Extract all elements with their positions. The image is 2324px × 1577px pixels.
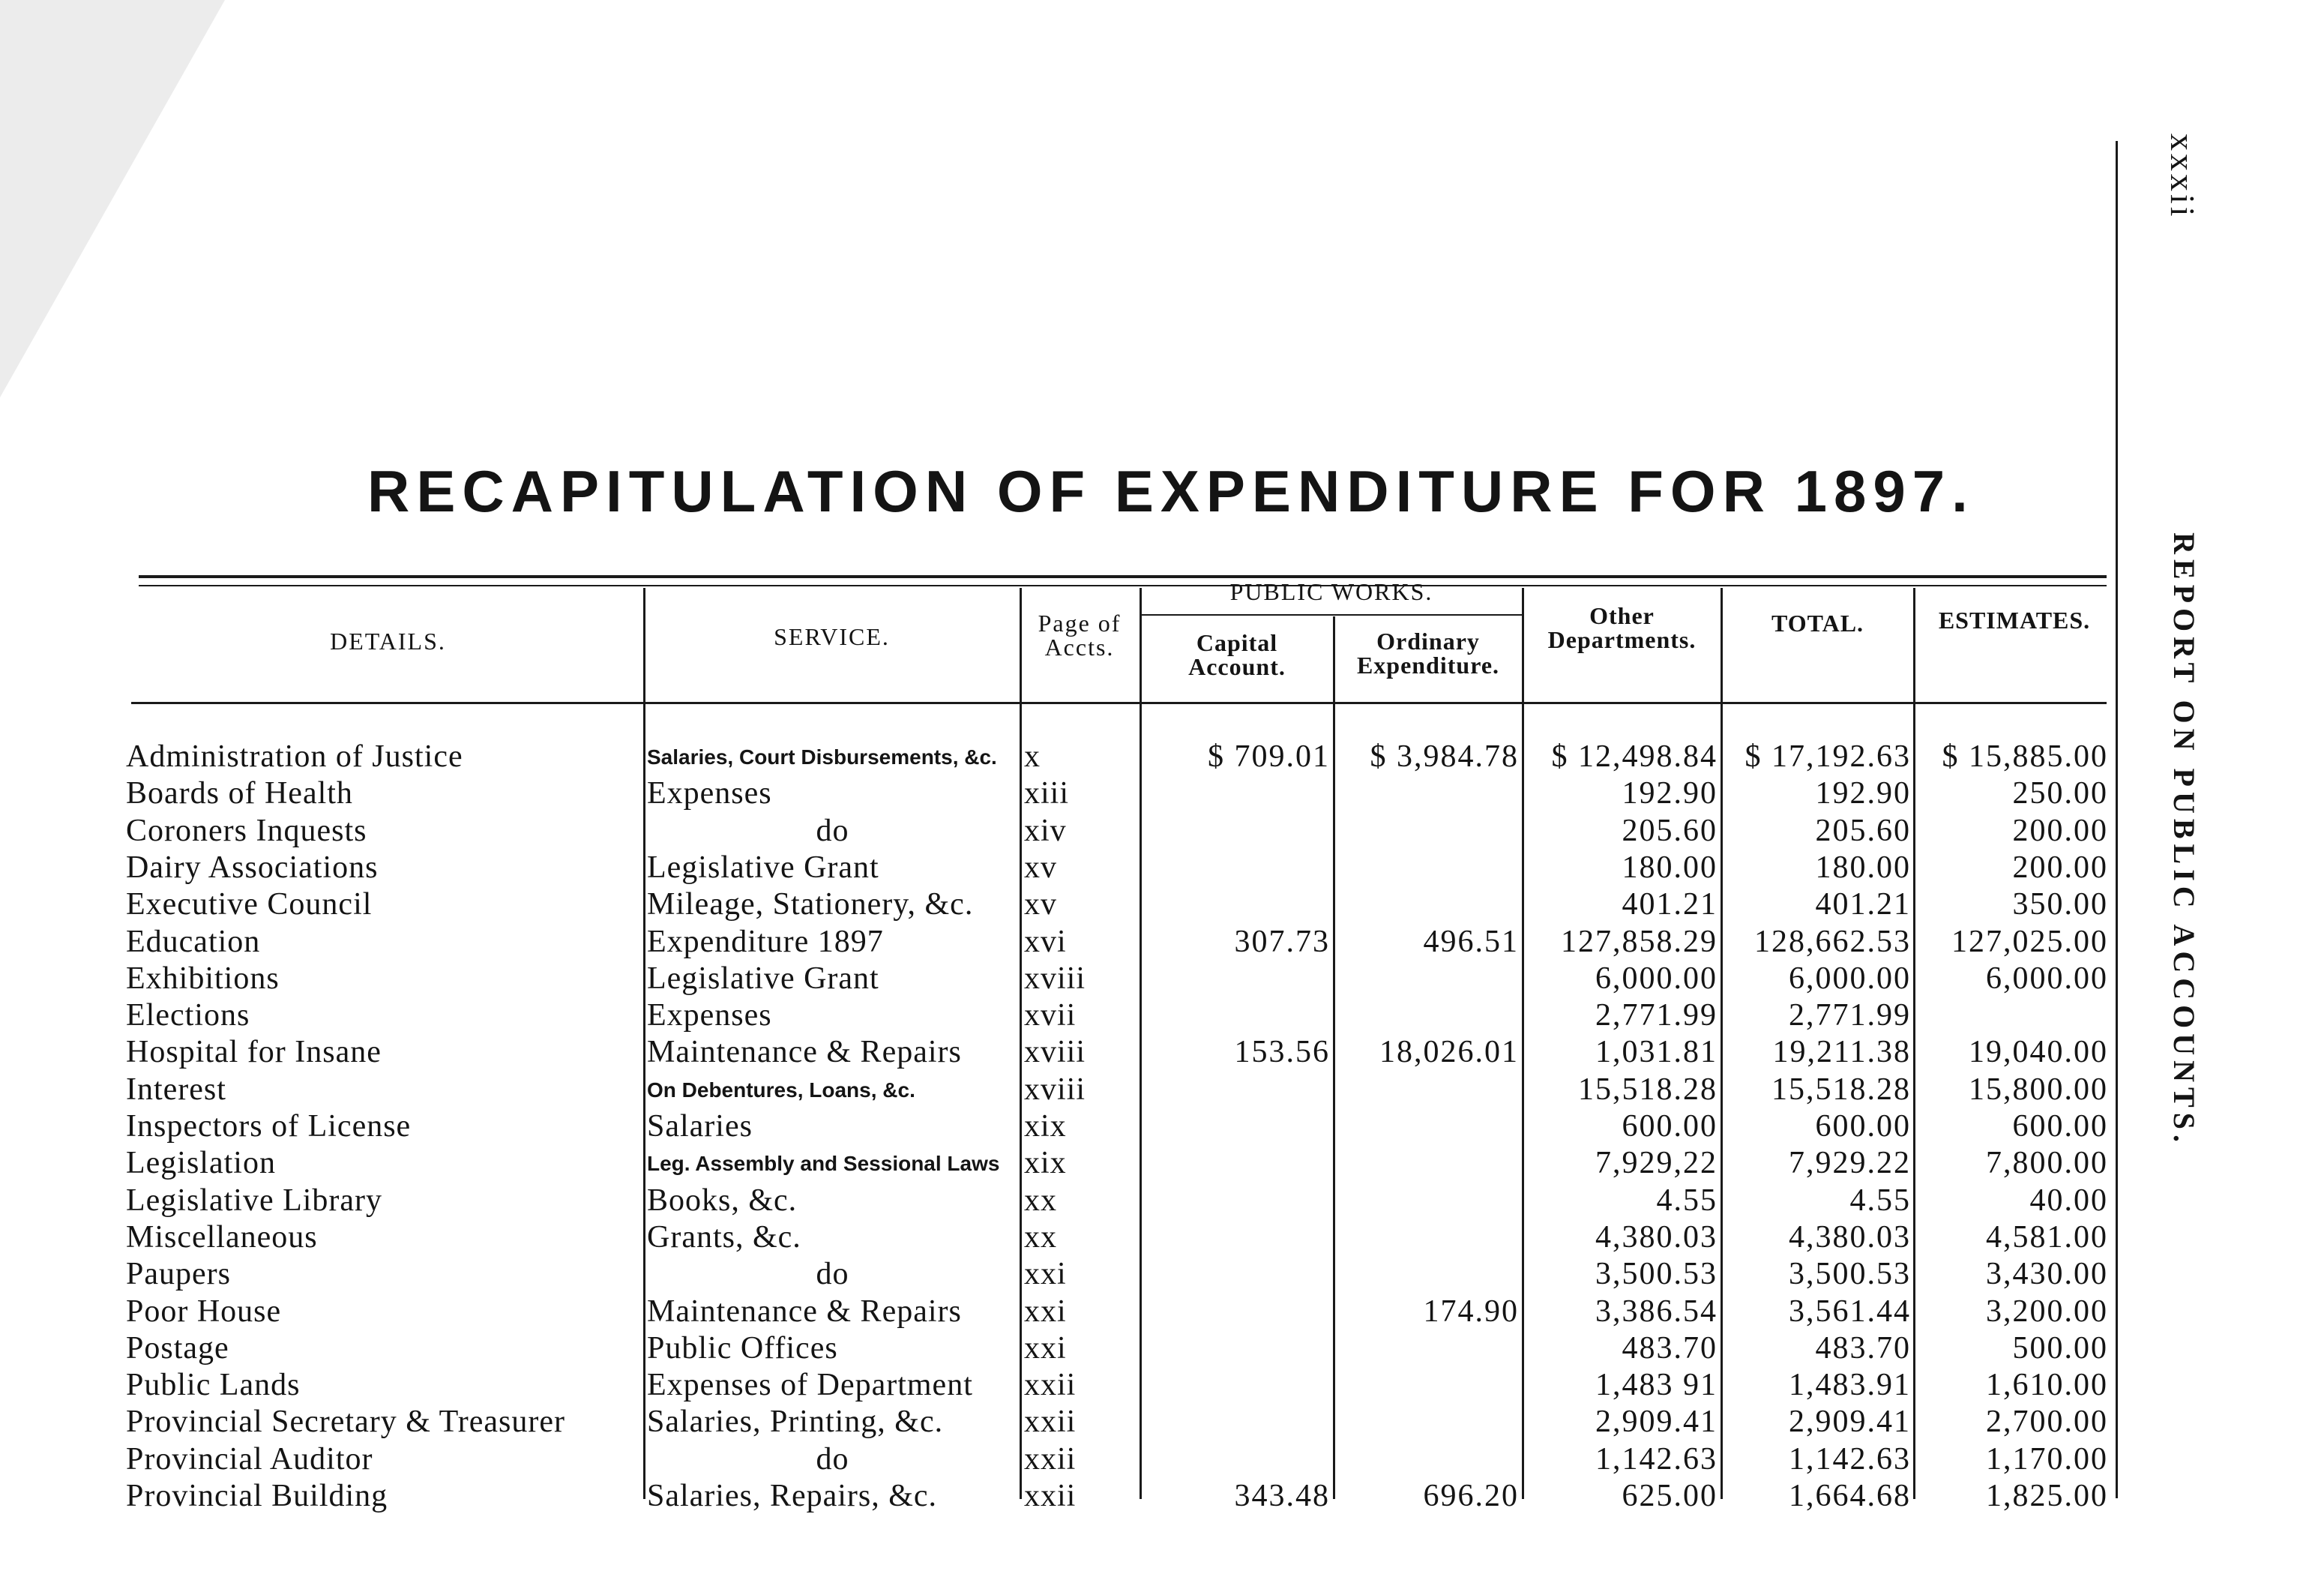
header-accts: Accts. xyxy=(1044,634,1115,661)
row-3-other: 205.60 xyxy=(1622,814,1718,848)
row-10-page: xviii xyxy=(1024,1072,1086,1107)
row-5-other: 401.21 xyxy=(1622,887,1718,922)
row-20-details: Provincial Auditor xyxy=(126,1442,373,1477)
row-15-page: xxi xyxy=(1024,1257,1067,1291)
row-5-service: Mileage, Stationery, &c. xyxy=(647,887,974,922)
row-11-details: Inspectors of License xyxy=(126,1109,412,1144)
row-10-other: 15,518.28 xyxy=(1578,1072,1718,1107)
row-11-other: 600.00 xyxy=(1622,1109,1718,1144)
row-4-page: xv xyxy=(1024,850,1057,885)
row-16-service: Maintenance & Repairs xyxy=(647,1294,962,1329)
row-12-other: 7,929,22 xyxy=(1595,1146,1718,1180)
row-16-details: Poor House xyxy=(126,1294,282,1329)
row-6-estimates: 127,025.00 xyxy=(1951,925,2108,959)
row-20-estimates: 1,170.00 xyxy=(1986,1442,2108,1477)
row-2-service: Expenses xyxy=(647,776,772,811)
row-18-total: 1,483.91 xyxy=(1789,1368,1911,1402)
row-5-details: Executive Council xyxy=(126,887,373,922)
page-title: RECAPITULATION OF EXPENDITURE FOR 1897. xyxy=(367,458,1975,524)
row-15-other: 3,500.53 xyxy=(1595,1257,1718,1291)
row-10-total: 15,518.28 xyxy=(1771,1072,1911,1107)
row-16-estimates: 3,200.00 xyxy=(1986,1294,2108,1329)
col-divider-other xyxy=(1522,588,1524,1499)
row-17-service: Public Offices xyxy=(647,1331,838,1366)
row-9-ordinary: 18,026.01 xyxy=(1379,1035,1519,1069)
row-3-total: 205.60 xyxy=(1815,814,1911,848)
row-1-other: $ 12,498.84 xyxy=(1551,739,1718,774)
row-7-service: Legislative Grant xyxy=(647,961,879,996)
row-14-details: Miscellaneous xyxy=(126,1220,318,1255)
row-18-service: Expenses of Department xyxy=(647,1368,973,1402)
row-2-estimates: 250.00 xyxy=(2012,776,2108,811)
row-14-page: xx xyxy=(1024,1220,1057,1255)
row-20-other: 1,142.63 xyxy=(1595,1442,1718,1477)
row-16-total: 3,561.44 xyxy=(1789,1294,1911,1329)
row-18-page: xxii xyxy=(1024,1368,1077,1402)
row-9-other: 1,031.81 xyxy=(1595,1035,1718,1069)
header-estimates: ESTIMATES. xyxy=(1938,607,2091,634)
row-18-other: 1,483 91 xyxy=(1595,1368,1718,1402)
row-6-capital: 307.73 xyxy=(1234,925,1330,959)
header-page-of: Page of xyxy=(1038,610,1122,637)
row-21-capital: 343.48 xyxy=(1234,1479,1330,1513)
row-7-other: 6,000.00 xyxy=(1595,961,1718,996)
header-service: SERVICE. xyxy=(774,623,890,650)
col-divider-ordinary xyxy=(1333,616,1335,1499)
row-4-total: 180.00 xyxy=(1815,850,1911,885)
row-16-page: xxi xyxy=(1024,1294,1067,1329)
row-1-total: $ 17,192.63 xyxy=(1744,739,1911,774)
margin-rule xyxy=(2116,141,2118,1498)
row-19-page: xxii xyxy=(1024,1405,1077,1439)
col-divider-service xyxy=(643,588,645,1499)
row-1-service: Salaries, Court Disbursements, &c. xyxy=(647,745,997,769)
row-5-page: xv xyxy=(1024,887,1057,922)
row-10-service: On Debentures, Loans, &c. xyxy=(647,1078,915,1102)
side-running-title: REPORT ON PUBLIC ACCOUNTS. xyxy=(2167,532,2201,1147)
row-1-ordinary: $ 3,984.78 xyxy=(1370,739,1519,774)
row-20-total: 1,142.63 xyxy=(1789,1442,1911,1477)
page-number: xxxii xyxy=(2164,133,2202,220)
row-19-estimates: 2,700.00 xyxy=(1986,1405,2108,1439)
row-5-estimates: 350.00 xyxy=(2012,887,2108,922)
row-12-total: 7,929.22 xyxy=(1789,1146,1911,1180)
row-10-details: Interest xyxy=(126,1072,226,1107)
row-2-total: 192.90 xyxy=(1815,776,1911,811)
row-12-service: Leg. Assembly and Sessional Laws xyxy=(647,1152,1000,1175)
row-21-details: Provincial Building xyxy=(126,1479,388,1513)
row-6-ordinary: 496.51 xyxy=(1423,925,1519,959)
row-18-details: Public Lands xyxy=(126,1368,301,1402)
row-16-ordinary: 174.90 xyxy=(1423,1294,1519,1329)
row-13-details: Legislative Library xyxy=(126,1183,383,1218)
header-top-rule-thin xyxy=(139,585,2107,586)
row-7-estimates: 6,000.00 xyxy=(1986,961,2108,996)
row-2-details: Boards of Health xyxy=(126,776,353,811)
row-15-details: Paupers xyxy=(126,1257,231,1291)
row-17-page: xxi xyxy=(1024,1331,1067,1366)
scan-shadow xyxy=(0,0,225,397)
row-21-ordinary: 696.20 xyxy=(1423,1479,1519,1513)
row-3-service: do xyxy=(816,814,849,848)
row-3-page: xiv xyxy=(1024,814,1067,848)
row-12-page: xix xyxy=(1024,1146,1067,1180)
row-13-total: 4.55 xyxy=(1849,1183,1911,1218)
col-divider-page xyxy=(1020,588,1022,1499)
row-11-page: xix xyxy=(1024,1109,1067,1144)
col-divider-estimates xyxy=(1913,588,1915,1499)
header-details: DETAILS. xyxy=(330,628,446,655)
row-3-details: Coroners Inquests xyxy=(126,814,367,848)
header-bottom-rule xyxy=(131,702,2107,704)
header-capital-account: Account. xyxy=(1188,653,1286,680)
row-15-estimates: 3,430.00 xyxy=(1986,1257,2108,1291)
row-9-service: Maintenance & Repairs xyxy=(647,1035,962,1069)
row-14-other: 4,380.03 xyxy=(1595,1220,1718,1255)
col-divider-total xyxy=(1721,588,1723,1499)
row-3-estimates: 200.00 xyxy=(2012,814,2108,848)
header-other-departments: Departments. xyxy=(1547,626,1697,653)
row-12-estimates: 7,800.00 xyxy=(1986,1146,2108,1180)
row-4-other: 180.00 xyxy=(1622,850,1718,885)
row-21-estimates: 1,825.00 xyxy=(1986,1479,2108,1513)
row-6-page: xvi xyxy=(1024,925,1067,959)
row-19-other: 2,909.41 xyxy=(1595,1405,1718,1439)
row-14-total: 4,380.03 xyxy=(1789,1220,1911,1255)
row-21-total: 1,664.68 xyxy=(1789,1479,1911,1513)
row-8-service: Expenses xyxy=(647,998,772,1033)
row-15-service: do xyxy=(816,1257,849,1291)
row-7-total: 6,000.00 xyxy=(1789,961,1911,996)
row-4-details: Dairy Associations xyxy=(126,850,379,885)
row-7-details: Exhibitions xyxy=(126,961,280,996)
row-19-service: Salaries, Printing, &c. xyxy=(647,1405,944,1439)
row-12-details: Legislation xyxy=(126,1146,276,1180)
row-21-other: 625.00 xyxy=(1622,1479,1718,1513)
row-13-service: Books, &c. xyxy=(647,1183,798,1218)
row-9-capital: 153.56 xyxy=(1234,1035,1330,1069)
row-11-total: 600.00 xyxy=(1815,1109,1911,1144)
row-17-total: 483.70 xyxy=(1815,1331,1911,1366)
row-14-estimates: 4,581.00 xyxy=(1986,1220,2108,1255)
row-17-other: 483.70 xyxy=(1622,1331,1718,1366)
row-9-page: xviii xyxy=(1024,1035,1086,1069)
public-works-rule xyxy=(1141,614,1522,616)
row-16-other: 3,386.54 xyxy=(1595,1294,1718,1329)
col-divider-capital xyxy=(1140,588,1142,1499)
row-2-other: 192.90 xyxy=(1622,776,1718,811)
row-2-page: xiii xyxy=(1024,776,1070,811)
row-17-estimates: 500.00 xyxy=(2012,1331,2108,1366)
header-capital: Capital xyxy=(1196,629,1278,656)
row-9-details: Hospital for Insane xyxy=(126,1035,382,1069)
row-11-service: Salaries xyxy=(647,1109,753,1144)
row-1-page: x xyxy=(1024,739,1041,774)
row-9-estimates: 19,040.00 xyxy=(1969,1035,2108,1069)
row-13-estimates: 40.00 xyxy=(2029,1183,2108,1218)
header-ordinary: Ordinary xyxy=(1376,628,1480,655)
row-21-service: Salaries, Repairs, &c. xyxy=(647,1479,938,1513)
row-13-other: 4.55 xyxy=(1656,1183,1718,1218)
row-10-estimates: 15,800.00 xyxy=(1969,1072,2108,1107)
row-21-page: xxii xyxy=(1024,1479,1077,1513)
row-6-details: Education xyxy=(126,925,261,959)
row-6-service: Expenditure 1897 xyxy=(647,925,884,959)
row-8-page: xvii xyxy=(1024,998,1077,1033)
row-1-capital: $ 709.01 xyxy=(1208,739,1330,774)
row-19-total: 2,909.41 xyxy=(1789,1405,1911,1439)
row-6-other: 127,858.29 xyxy=(1561,925,1718,959)
row-13-page: xx xyxy=(1024,1183,1057,1218)
row-20-service: do xyxy=(816,1442,849,1477)
row-11-estimates: 600.00 xyxy=(2012,1109,2108,1144)
row-4-estimates: 200.00 xyxy=(2012,850,2108,885)
row-20-page: xxii xyxy=(1024,1442,1077,1477)
header-public-works: PUBLIC WORKS. xyxy=(1229,578,1433,605)
row-17-details: Postage xyxy=(126,1331,229,1366)
row-19-details: Provincial Secretary & Treasurer xyxy=(126,1405,566,1439)
row-18-estimates: 1,610.00 xyxy=(1986,1368,2108,1402)
row-1-details: Administration of Justice xyxy=(126,739,463,774)
row-8-details: Elections xyxy=(126,998,250,1033)
header-ordinary-expenditure: Expenditure. xyxy=(1356,652,1500,679)
header-other: Other xyxy=(1589,602,1655,629)
row-9-total: 19,211.38 xyxy=(1772,1035,1911,1069)
header-total: TOTAL. xyxy=(1771,610,1864,637)
row-6-total: 128,662.53 xyxy=(1754,925,1911,959)
row-5-total: 401.21 xyxy=(1815,887,1911,922)
row-8-other: 2,771.99 xyxy=(1595,998,1718,1033)
row-7-page: xviii xyxy=(1024,961,1086,996)
row-15-total: 3,500.53 xyxy=(1789,1257,1911,1291)
row-1-estimates: $ 15,885.00 xyxy=(1942,739,2108,774)
row-14-service: Grants, &c. xyxy=(647,1220,801,1255)
row-8-total: 2,771.99 xyxy=(1789,998,1911,1033)
row-4-service: Legislative Grant xyxy=(647,850,879,885)
header-top-rule xyxy=(139,575,2107,578)
